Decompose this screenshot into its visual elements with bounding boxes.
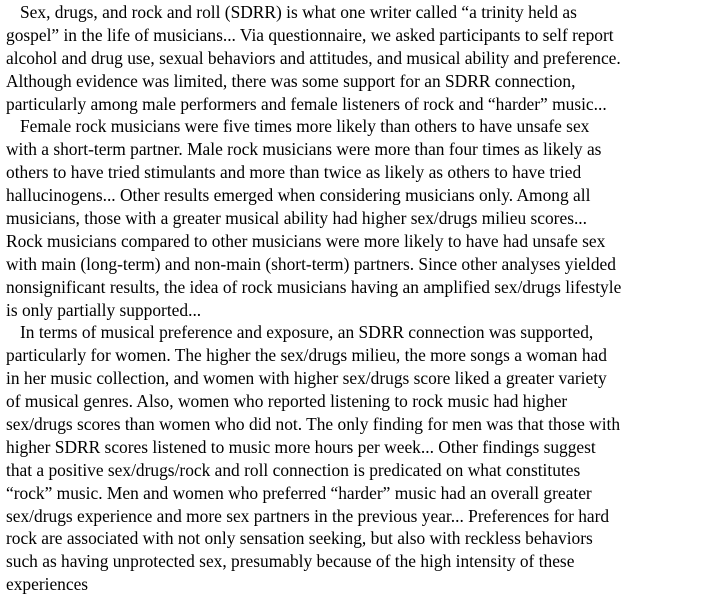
text-line: particularly for women. The higher the sex/drugs milieu, the more songs a woman had xyxy=(6,345,607,366)
text-line: higher SDRR scores listened to music more hours per week... Other findings suggest xyxy=(6,436,596,457)
text-line: alcohol and drug use, sexual behaviors and attitudes, and musical ability and preference. xyxy=(6,47,621,68)
text-line: Female rock musicians were five times more likely than others to have unsafe sex xyxy=(20,116,590,137)
paragraph-3 xyxy=(6,321,714,596)
text-line: musicians, those with a greater musical ability had higher sex/drugs milieu scores... xyxy=(6,208,587,229)
text-line: sex/drugs experience and more sex partners in the previous year... Preferences for hard xyxy=(6,505,610,526)
text-line: rock are associated with not only sensation seeking, but also with reckless behaviors xyxy=(6,528,593,549)
text-line: hallucinogens... Other results emerged when considering musicians only. Among all xyxy=(6,185,591,206)
text-line: “rock” music. Men and women who preferred “harder” music had an overall greater xyxy=(6,482,592,503)
text-line: Although evidence was limited, there was some support for an SDRR connection, xyxy=(6,70,576,91)
text-line: experiences xyxy=(6,574,89,595)
text-line: is only partially supported... xyxy=(6,299,202,320)
text-line: Rock musicians compared to other musicians were more likely to have had unsafe sex xyxy=(6,230,606,251)
text-line: that a positive sex/drugs/rock and roll connection is predicated on what constitutes xyxy=(6,459,581,480)
text-line: In terms of musical preference and exposure, an SDRR connection was supported, xyxy=(20,322,594,343)
text-line: others to have tried stimulants and more than twice as likely as others to have tried xyxy=(6,162,582,183)
document-body xyxy=(6,1,714,596)
text-line: in her music collection, and women with higher sex/drugs score liked a greater variety xyxy=(6,368,607,389)
text-line: with a short-term partner. Male rock musicians were more than four times as likely as xyxy=(6,139,602,160)
text-line: such as having unprotected sex, presumably because of the high intensity of these xyxy=(6,551,575,572)
text-line: nonsignificant results, the idea of rock musicians having an amplified sex/drugs lifestyle xyxy=(6,276,622,297)
text-line: gospel” in the life of musicians... Via questionnaire, we asked participants to self report xyxy=(6,24,614,45)
text-line: Sex, drugs, and rock and roll (SDRR) is what one writer called “a trinity held as xyxy=(20,2,577,22)
text-line: sex/drugs scores than women who did not. The only finding for men was that those with xyxy=(6,414,621,435)
text-line: of musical genres. Also, women who reported listening to rock music had higher xyxy=(6,391,568,412)
text-line: with main (long-term) and non-main (short-term) partners. Since other analyses yielded xyxy=(6,253,616,274)
text-line: particularly among male performers and female listeners of rock and “harder” music... xyxy=(6,93,607,114)
paragraph-2 xyxy=(6,115,714,321)
paragraph-1 xyxy=(6,1,714,115)
